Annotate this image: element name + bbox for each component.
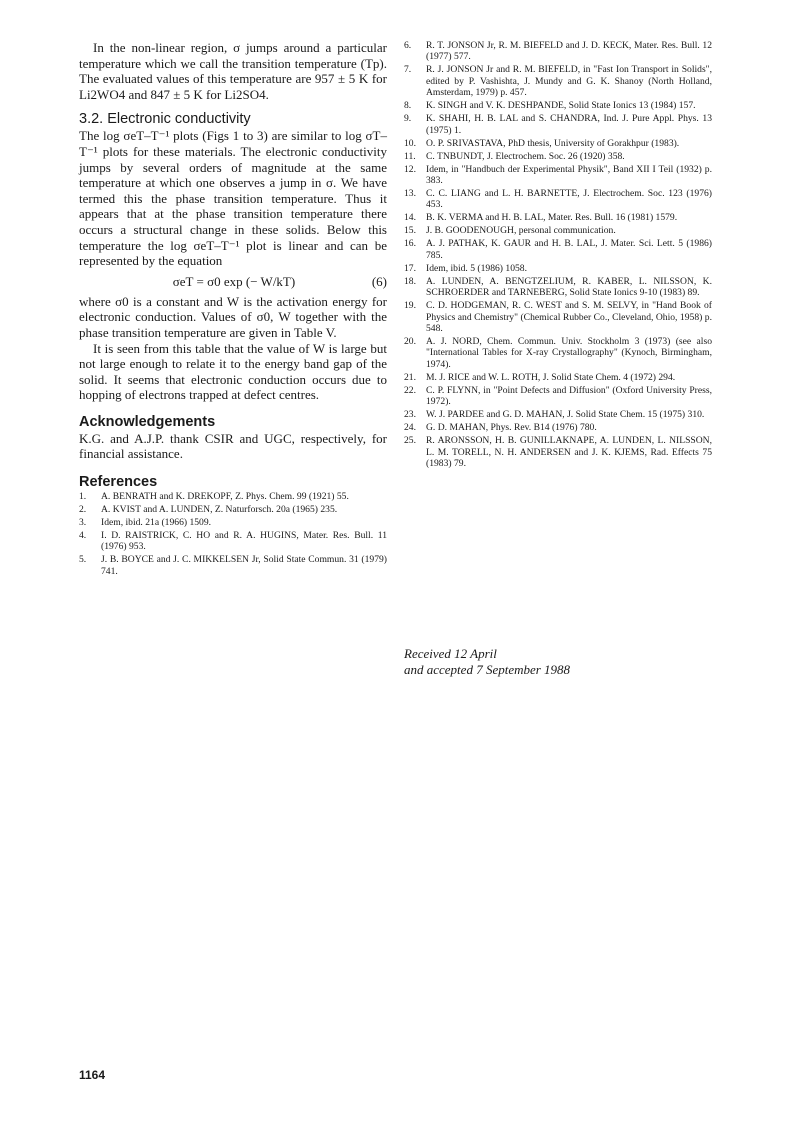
reference-text: W. J. PARDEE and G. D. MAHAN, J. Solid State Chem. 15 (1975) 310. [426,409,705,421]
acknowledgements-heading: Acknowledgements [79,413,216,430]
reference-number: 4. [79,530,87,542]
reference-item [404,138,712,149]
reference-number: 10. [404,137,416,149]
reference-text: O. P. SRIVASTAVA, PhD thesis, University of Gorakhpur (1983). [426,137,680,149]
reference-number: 20. [404,336,416,348]
reference-item [79,504,387,515]
right-column [404,40,712,471]
reference-number: 22. [404,384,416,396]
reference-number: 15. [404,225,416,237]
reference-text: J. B. BOYCE and J. C. MIKKELSEN Jr, Solid State Commun. 31 (1979) 741. [101,554,387,577]
received-line-1: Received 12 April [404,646,497,661]
reference-number: 11. [404,150,416,162]
reference-item [404,372,712,383]
reference-number: 12. [404,163,416,175]
reference-text: C. TNBUNDT, J. Electrochem. Soc. 26 (1920) 358. [426,150,625,162]
reference-item [404,238,712,261]
reference-item [404,435,712,469]
left-column [79,40,387,579]
reference-number: 17. [404,262,416,274]
reference-item [404,212,712,223]
reference-number: 13. [404,188,416,200]
equation-6 [79,273,387,291]
reference-item [404,113,712,136]
reference-text: G. D. MAHAN, Phys. Rev. B14 (1976) 780. [426,422,597,434]
reference-number: 21. [404,371,416,383]
received-line-2: and accepted 7 September 1988 [404,661,571,677]
acknowledgements-text: K.G. and A.J.P. thank CSIR and UGC, respectively, for financial assistance. [79,430,387,462]
reference-text: C. C. LIANG and L. H. BARNETTE, J. Electrochem. Soc. 123 (1976) 453. [426,188,712,211]
reference-number: 5. [79,554,87,566]
reference-text: K. SHAHI, H. B. LAL and S. CHANDRA, Ind. J. Pure Appl. Phys. 13 (1975) 1. [426,113,712,136]
reference-text: C. P. FLYNN, in "Point Defects and Diffusion" (Oxford University Press, 1972). [426,384,712,408]
reference-item [79,554,387,577]
reference-item [404,225,712,236]
reference-number: 2. [79,504,87,516]
reference-number: 19. [404,300,416,312]
references-heading: References [79,474,158,491]
reference-text: Idem, ibid. 21a (1966) 1509. [101,517,212,529]
reference-item [404,263,712,274]
received-dates [404,646,704,677]
reference-text: Idem, ibid. 5 (1986) 1058. [426,262,527,274]
reference-item [404,336,712,370]
electronic-paragraph-1: The log σeT–T⁻¹ plots (Figs 1 to 3) are similar to log σT–T⁻¹ plots for these materials. The electronic conductivity jumps by several orders of magnitude at the same temperature at which one observes a jump in σ. We have termed this the phase transition temperature. Thus it appears that at the phase transition temperature there occurs a structural change in these solids. Below this temperature the log σeT–T⁻¹ plot is linear and can be represented by the equation [79,128,387,269]
page-number: 1164 [79,1068,106,1082]
intro-paragraph: In the non-linear region, σ jumps around a particular temperature which we call the transition temperature (Tp). The evaluated values of this temperature are 957 ± 5 K for Li2WO4 and 847 ± 5 K for Li2SO4. [79,40,387,102]
electronic-paragraph-2: where σ0 is a constant and W is the activation energy for electronic conduction. Values of σ0, W together with the phase transition temperature are given in Table V. [79,293,387,340]
reference-item [404,188,712,211]
reference-number: 14. [404,212,416,224]
reference-item [79,530,387,553]
reference-item [404,164,712,187]
reference-text: A. KVIST and A. LUNDEN, Z. Naturforsch. 20a (1965) 235. [101,504,338,516]
reference-text: A. J. NORD, Chem. Commun. Univ. Stockholm 3 (1973) (see also "International Tables for X-ray Crystallography" (Kynoch, Birmingham, 1974). [426,336,712,370]
reference-text: A. J. PATHAK, K. GAUR and H. B. LAL, J. Mater. Sci. Lett. 5 (1986) 785. [426,238,712,261]
references-list-right [404,40,712,470]
reference-text: J. B. GOODENOUGH, personal communication. [426,225,616,237]
reference-text: Idem, in "Handbuch der Experimental Physik", Band XII I Teil (1932) p. 383. [426,163,712,187]
reference-item [404,40,712,63]
reference-text: B. K. VERMA and H. B. LAL, Mater. Res. Bull. 16 (1981) 1579. [426,212,678,224]
reference-item [404,64,712,98]
reference-text: K. SINGH and V. K. DESHPANDE, Solid State Ionics 13 (1984) 157. [426,100,696,112]
reference-text: R. T. JONSON Jr, R. M. BIEFELD and J. D. KECK, Mater. Res. Bull. 12 (1977) 577. [426,40,712,63]
reference-item [79,491,387,502]
reference-text: R. ARONSSON, H. B. GUNILLAKNAPE, A. LUNDEN, L. NILSSON, L. M. TORELL, N. H. ANDERSEN and J. K. KJEMS, Rad. Effects 75 (1983) 79. [426,435,712,470]
reference-number: 24. [404,422,416,434]
reference-number: 7. [404,64,412,76]
reference-number: 1. [79,491,87,503]
reference-number: 23. [404,409,416,421]
section-heading-electronic-conductivity: 3.2. Electronic conductivity [79,111,251,128]
reference-text: M. J. RICE and W. L. ROTH, J. Solid State Chem. 4 (1972) 294. [426,371,676,383]
electronic-paragraph-3: It is seen from this table that the value of W is large but not large enough to relate it to the energy band gap of the solid. It seems that electronic conduction occurs due to hopping of electrons trapped at defect centres. [79,340,387,403]
reference-item [404,276,712,299]
reference-number: 6. [404,40,412,51]
reference-text: R. J. JONSON Jr and R. M. BIEFELD, in "Fast Ion Transport in Solids", edited by P. Vashishta, J. Mundy and G. K. Shanoy (North Holland, Amsterdam, 1979) p. 457. [426,64,712,99]
reference-text: C. D. HODGEMAN, R. C. WEST and S. M. SELVY, in "Hand Book of Physics and Chemistry" (Chemical Rubber Co., Cleveland, Ohio, 1958) p. 548. [426,300,712,335]
references-list-left [79,491,387,577]
reference-number: 3. [79,517,87,529]
reference-number: 25. [404,435,416,447]
reference-item [404,422,712,433]
reference-number: 16. [404,238,416,250]
reference-item [404,300,712,334]
equation-body: σeT = σ0 exp (− W/kT) [172,273,296,289]
reference-item [404,151,712,162]
reference-text: I. D. RAISTRICK, C. HO and R. A. HUGINS, Mater. Res. Bull. 11 (1976) 953. [101,530,387,553]
reference-item [404,409,712,420]
reference-item [404,100,712,111]
reference-number: 8. [404,100,412,112]
reference-number: 9. [404,113,412,125]
reference-text: A. LUNDEN, A. BENGTZELIUM, R. KABER, L. NILSSON, K. SCHROERDER and TARNEBERG, Solid State Ionics 9-10 (1983) 89. [426,275,712,299]
reference-item [404,385,712,408]
reference-item [79,517,387,528]
reference-text: A. BENRATH and K. DREKOPF, Z. Phys. Chem. 99 (1921) 55. [101,491,349,503]
reference-number: 18. [404,275,416,287]
equation-number: (6) [371,273,387,289]
